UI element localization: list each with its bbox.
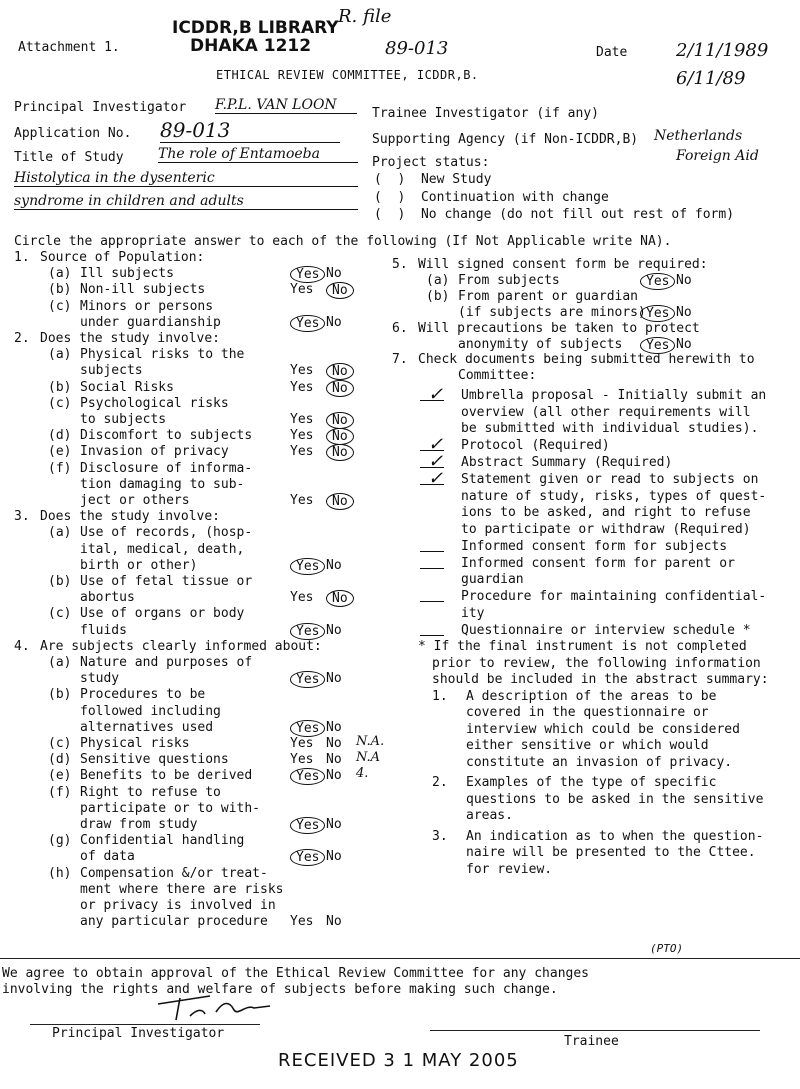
agreement-line-2: involving the rights and welfare of subjects before making such change. — [2, 982, 558, 997]
checkbox-line[interactable] — [420, 568, 444, 569]
question-text: Benefits to be derived — [80, 768, 253, 784]
status-option-label: New Study — [420, 172, 492, 187]
attachment-label: Attachment 1. — [18, 40, 120, 55]
date-value-2: 6/11/89 — [676, 68, 746, 89]
check-mark: ✓ — [428, 468, 444, 489]
answer-no[interactable]: No — [326, 493, 354, 510]
answer-yes[interactable]: Yes — [290, 849, 325, 866]
question-number: 4. — [14, 638, 30, 654]
title-of-study-label: Title of Study — [14, 150, 124, 165]
footnote-number: 1. — [432, 688, 448, 704]
document-item-text: ions to be asked, and right to refuse — [461, 505, 751, 520]
question-text: anonymity of subjects — [458, 336, 623, 352]
answer-no[interactable]: No — [326, 282, 354, 299]
question-text: Minors or persons — [80, 298, 214, 314]
answer-yes[interactable]: Yes — [290, 282, 314, 298]
received-stamp: RECEIVED 3 1 MAY 2005 — [278, 1050, 519, 1071]
document-item-text: Procedure for maintaining confidential- — [461, 589, 767, 604]
status-option-continuation[interactable]: ( ) Continuation with change — [374, 190, 609, 205]
pto-note: (PTO) — [650, 942, 684, 955]
answer-no[interactable]: No — [326, 849, 342, 865]
answer-yes[interactable]: Yes — [290, 736, 314, 751]
status-option-label: Continuation with change — [420, 190, 609, 205]
checkbox-line[interactable] — [420, 551, 444, 552]
footnote-text: covered in the questionnaire or — [466, 705, 709, 720]
answer-no[interactable]: No — [326, 736, 342, 751]
answer-no[interactable]: No — [676, 304, 692, 320]
question-text: Invasion of privacy — [80, 444, 229, 460]
question-text: From parent or guardian — [458, 288, 639, 304]
question-text: Confidential handling — [80, 833, 245, 849]
question-text: Disclosure of informa- — [80, 460, 253, 476]
check-mark: ✓ — [428, 451, 444, 472]
question-text: Use of fetal tissue or — [80, 574, 253, 589]
footnote-text: for review. — [466, 861, 553, 877]
instructions: Circle the appropriate answer to each of the following (If Not Applicable write NA). — [14, 234, 672, 249]
question-text: Physical risks — [80, 736, 190, 751]
answer-yes[interactable]: Yes — [290, 444, 314, 460]
question-text: under guardianship — [80, 314, 221, 330]
footnote-text: areas. — [466, 808, 513, 823]
answer-no[interactable]: No — [326, 590, 354, 607]
question-text: Psychological risks — [80, 395, 229, 411]
question-text: Will signed consent form be required: — [418, 257, 708, 272]
question-text: to subjects — [80, 412, 167, 427]
file-note: R. file — [338, 6, 392, 27]
footnote-text: interview which could be considered — [466, 721, 740, 737]
question-sub-label: (e) — [48, 768, 72, 784]
footnote-text: An indication as to when the question- — [466, 828, 764, 844]
footnote-text: questions to be asked in the sensitive — [466, 791, 764, 807]
footnote-text: either sensitive or which would — [466, 738, 709, 753]
pi-signature-label: Principal Investigator — [52, 1026, 225, 1041]
question-number: 5. — [392, 257, 408, 272]
application-no-label: Application No. — [14, 126, 132, 141]
status-option-label: No change (do not fill out rest of form) — [420, 207, 735, 222]
question-text: Social Risks — [80, 379, 174, 395]
answer-yes[interactable]: Yes — [290, 363, 314, 379]
date-label: Date — [596, 45, 628, 60]
committee-heading: ETHICAL REVIEW COMMITTEE, ICDDR,B. — [216, 68, 479, 82]
question-text: Nature and purposes of — [80, 655, 253, 670]
answer-yes[interactable]: Yes — [290, 768, 325, 785]
handwritten-note: N.A — [356, 750, 381, 766]
status-option-no-change[interactable]: ( ) No change (do not fill out rest of form) — [374, 207, 735, 222]
document-item-text: Informed consent form for subjects — [461, 538, 728, 554]
date-value-1: 2/11/1989 — [676, 40, 769, 61]
answer-no[interactable]: No — [326, 380, 354, 397]
answer-no[interactable]: No — [326, 557, 342, 573]
question-sub-label: (a) — [48, 525, 72, 541]
question-text: Physical risks to the — [80, 347, 245, 363]
question-sub-label: (f) — [48, 460, 72, 476]
answer-yes[interactable]: Yes — [290, 590, 314, 606]
trainee-investigator-label: Trainee Investigator (if any) — [372, 106, 599, 121]
question-sub-label: (b) — [48, 379, 72, 395]
question-text: participate or to with- — [80, 800, 261, 816]
question-text: draw from study — [80, 817, 198, 832]
question-text: followed including — [80, 703, 221, 719]
question-text: Check documents being submitted herewith to — [418, 352, 755, 368]
footnote-text: Examples of the type of specific — [466, 775, 717, 790]
footnote-intro: prior to review, the following information — [432, 655, 761, 671]
document-item-text: Informed consent form for parent or — [461, 555, 735, 571]
agreement-line-1: We agree to obtain approval of the Ethical Review Committee for any changes — [2, 966, 589, 981]
question-text: or privacy is involved in — [80, 898, 276, 913]
question-sub-label: (b) — [48, 687, 72, 703]
question-text: (if subjects are minors) — [458, 304, 646, 320]
file-ref: 89-013 — [385, 38, 449, 59]
answer-yes[interactable]: Yes — [290, 428, 314, 444]
answer-yes[interactable]: Yes — [290, 315, 325, 332]
question-text: any particular procedure — [80, 914, 268, 930]
question-sub-label: (g) — [48, 833, 72, 849]
document-item-text: Protocol (Required) — [461, 438, 610, 453]
question-text: ital, medical, death, — [80, 541, 245, 557]
trainee-signature-label: Trainee — [564, 1034, 619, 1049]
answer-yes[interactable]: Yes — [290, 671, 325, 688]
answer-no[interactable]: No — [326, 768, 342, 784]
question-sub-label: (a) — [48, 266, 72, 282]
answer-no[interactable]: No — [326, 363, 354, 380]
document-item-text: Questionnaire or interview schedule * — [461, 622, 751, 638]
supporting-agency-label: Supporting Agency (if Non-ICDDR,B) — [372, 132, 639, 147]
question-sub-label: (c) — [48, 298, 72, 314]
library-stamp-line2: DHAKA 1212 — [190, 36, 312, 56]
pi-signature — [150, 990, 290, 1024]
question-text: alternatives used — [80, 719, 214, 735]
document-item-text: be submitted with individual studies). — [461, 421, 759, 436]
question-text: Compensation &/or treat- — [80, 865, 268, 881]
answer-yes[interactable]: Yes — [640, 337, 675, 354]
document-item-text: Abstract Summary (Required) — [461, 455, 673, 470]
handwritten-note: N.A. — [356, 734, 385, 749]
answer-no[interactable]: No — [326, 914, 342, 930]
answer-no[interactable]: No — [676, 272, 692, 288]
question-number: 2. — [14, 331, 30, 346]
answer-no[interactable]: No — [326, 719, 342, 735]
question-text: Will precautions be taken to protect — [418, 320, 700, 336]
question-text: Does the study involve: — [40, 331, 221, 346]
checkbox-line[interactable] — [420, 635, 444, 636]
question-sub-label: (c) — [48, 736, 72, 751]
answer-no[interactable]: No — [326, 752, 342, 768]
question-text: study — [80, 671, 120, 687]
answer-yes[interactable]: Yes — [290, 817, 325, 834]
pi-value: F.P.L. VAN LOON — [215, 97, 357, 114]
supporting-agency-value-2: Foreign Aid — [676, 148, 759, 164]
pi-signature-line — [30, 1024, 260, 1025]
question-text: Use of organs or body — [80, 606, 245, 622]
handwritten-note: 4. — [356, 766, 369, 782]
question-text: Are subjects clearly informed about: — [40, 638, 322, 654]
answer-yes[interactable]: Yes — [290, 720, 325, 737]
footnote-number: 2. — [432, 775, 448, 790]
question-sub-label: (b) — [48, 282, 72, 298]
check-mark: ✓ — [428, 384, 444, 405]
question-number: 3. — [14, 509, 30, 525]
document-item-text: Statement given or read to subjects on — [461, 472, 759, 487]
answer-yes[interactable]: Yes — [290, 914, 314, 930]
question-text: subjects — [80, 363, 143, 379]
footnote-text: naire will be presented to the Cttee. — [466, 845, 756, 860]
question-sub-label: (a) — [48, 655, 72, 670]
answer-no[interactable]: No — [326, 428, 354, 445]
question-sub-label: (d) — [48, 752, 72, 768]
answer-no[interactable]: No — [326, 314, 342, 330]
title-value-3: syndrome in children and adults — [14, 193, 358, 210]
document-item-text: nature of study, risks, types of quest- — [461, 488, 767, 504]
question-sub-label: (a) — [48, 347, 72, 363]
question-sub-label: (f) — [48, 784, 72, 800]
document-item-text: Umbrella proposal - Initially submit an — [461, 388, 767, 403]
answer-yes[interactable]: Yes — [290, 379, 314, 395]
question-text: tion damaging to sub- — [80, 476, 245, 492]
project-status-label: Project status: — [372, 155, 490, 170]
trainee-signature-line — [430, 1030, 760, 1031]
question-sub-label: (c) — [48, 606, 72, 622]
footnote-text: constitute an invasion of privacy. — [466, 754, 733, 770]
question-sub-label: (a) — [426, 272, 450, 288]
question-text: birth or other) — [80, 557, 198, 573]
answer-yes[interactable]: Yes — [290, 623, 325, 640]
question-number: 1. — [14, 250, 30, 265]
question-text: Sensitive questions — [80, 752, 229, 768]
answer-no[interactable]: No — [326, 266, 342, 282]
answer-no[interactable]: No — [326, 412, 354, 429]
answer-yes[interactable]: Yes — [640, 305, 675, 322]
question-text: From subjects — [458, 272, 560, 288]
question-text: Non-ill subjects — [80, 282, 206, 298]
question-text: Committee: — [458, 368, 537, 384]
question-text: Procedures to be — [80, 687, 206, 703]
question-text: abortus — [80, 590, 135, 606]
footnote-intro: * If the final instrument is not completed — [418, 639, 747, 654]
answer-no[interactable]: No — [326, 817, 342, 832]
question-sub-label: (c) — [48, 395, 72, 411]
question-text: Source of Population: — [40, 250, 205, 265]
question-text: ject or others — [80, 493, 190, 508]
question-text: Use of records, (hosp- — [80, 525, 253, 541]
title-value-1: The role of Entamoeba — [158, 146, 358, 163]
question-sub-label: (d) — [48, 428, 72, 444]
question-number: 6. — [392, 320, 408, 336]
checkbox-line[interactable] — [420, 601, 444, 602]
library-stamp-line1: ICDDR,B LIBRARY — [172, 18, 339, 38]
question-sub-label: (b) — [48, 574, 72, 589]
question-sub-label: (e) — [48, 444, 72, 460]
question-text: Discomfort to subjects — [80, 428, 253, 444]
answer-yes[interactable]: Yes — [290, 493, 314, 508]
question-number: 7. — [392, 352, 408, 368]
footnote-intro: should be included in the abstract summary: — [432, 672, 769, 687]
answer-no[interactable]: No — [326, 671, 342, 687]
question-text: Ill subjects — [80, 266, 174, 282]
question-text: of data — [80, 849, 135, 865]
supporting-agency-value-1: Netherlands — [654, 128, 743, 144]
answer-no[interactable]: No — [326, 444, 354, 461]
document-item-text: ity — [461, 605, 485, 621]
check-mark: ✓ — [428, 434, 444, 455]
document-item-text: overview (all other requirements will — [461, 404, 751, 420]
answer-yes[interactable]: Yes — [290, 558, 325, 575]
question-text: ment where there are risks — [80, 881, 284, 897]
question-text: fluids — [80, 622, 127, 638]
answer-yes[interactable]: Yes — [640, 273, 675, 290]
document-item-text: guardian — [461, 572, 524, 587]
document-item-text: to participate or withdraw (Required) — [461, 521, 751, 537]
application-no-value: 89-013 — [160, 118, 340, 143]
answer-yes[interactable]: Yes — [290, 752, 314, 768]
answer-yes[interactable]: Yes — [290, 412, 314, 427]
status-option-new[interactable]: ( ) New Study — [374, 172, 492, 187]
question-text: Does the study involve: — [40, 509, 221, 525]
answer-no[interactable]: No — [676, 336, 692, 352]
footnote-number: 3. — [432, 828, 448, 844]
question-sub-label: (h) — [48, 865, 72, 881]
answer-yes[interactable]: Yes — [290, 266, 325, 283]
pi-label: Principal Investigator — [14, 100, 187, 115]
title-value-2: Histolytica in the dysenteric — [14, 170, 358, 187]
answer-no[interactable]: No — [326, 622, 342, 638]
question-text: Right to refuse to — [80, 784, 221, 800]
question-sub-label: (b) — [426, 288, 450, 304]
separator-line — [0, 958, 800, 959]
footnote-text: A description of the areas to be — [466, 688, 717, 704]
